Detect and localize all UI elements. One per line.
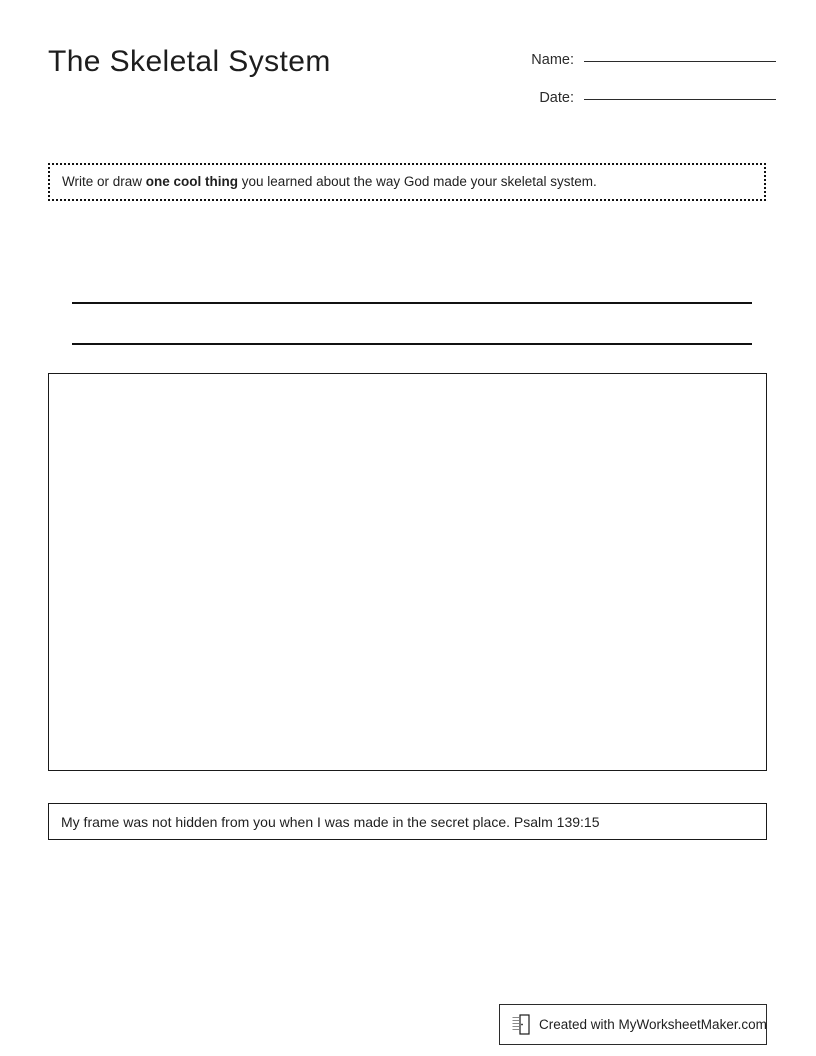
page-title: The Skeletal System <box>48 45 331 78</box>
drawing-area[interactable] <box>48 373 767 771</box>
name-input-line[interactable] <box>584 61 776 62</box>
date-field-row <box>516 90 776 106</box>
footer-credit-badge[interactable] <box>499 1004 767 1045</box>
instruction-text <box>50 174 597 190</box>
name-field-row <box>516 52 776 68</box>
date-input-line[interactable] <box>584 99 776 100</box>
instruction-box <box>48 163 766 201</box>
name-label: Name: <box>531 52 574 68</box>
date-label: Date: <box>539 90 574 106</box>
verse-text: My frame was not hidden from you when I was made in the secret place. Psalm 139:15 <box>61 813 600 830</box>
writing-line-2[interactable] <box>72 343 752 345</box>
verse-box <box>48 803 767 840</box>
writing-line-1[interactable] <box>72 302 752 304</box>
instruction-lead: Write or draw <box>62 173 146 189</box>
instruction-tail: you learned about the way God made your skeletal system. <box>238 173 597 189</box>
worksheet-maker-logo-icon <box>512 1014 531 1035</box>
instruction-emphasis: one cool thing <box>145 173 239 189</box>
footer-credit-text: Created with MyWorksheetMaker.com <box>539 1017 767 1032</box>
